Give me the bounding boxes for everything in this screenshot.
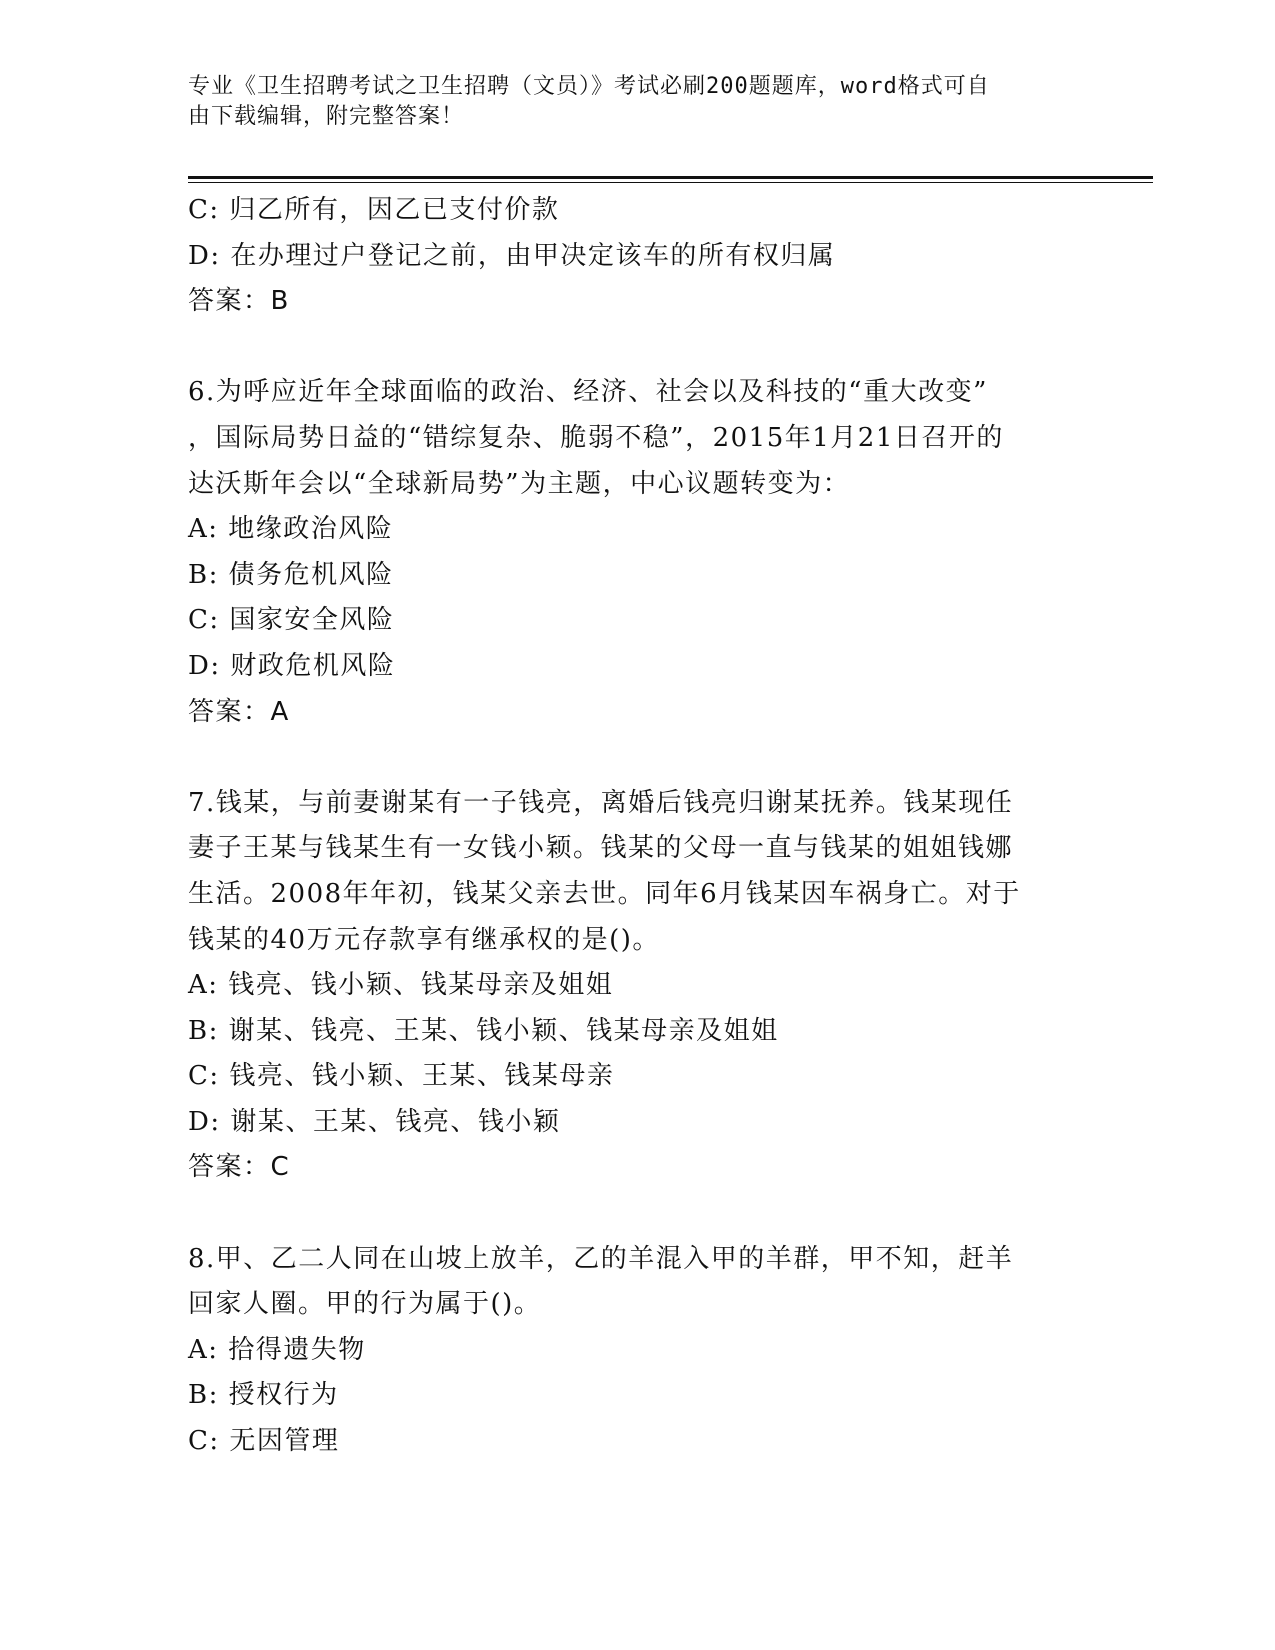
answer-line: 答案：B — [188, 286, 290, 317]
option-c: C: 无因管理 — [188, 1426, 340, 1457]
option-c: C: 钱亮、钱小颖、王某、钱某母亲 — [188, 1061, 615, 1092]
spacer — [188, 735, 1098, 781]
option-b: B: 授权行为 — [188, 1380, 339, 1411]
option-a: A: 地缘政治风险 — [188, 514, 394, 545]
question-block-7 — [188, 781, 1098, 1191]
question-list — [188, 188, 1098, 1465]
option-c: C: 归乙所有，因乙已支付价款 — [188, 195, 560, 225]
header-rule-thick — [188, 176, 1153, 179]
option-d: D: 在办理过户登记之前，由甲决定该车的所有权归属 — [188, 240, 836, 271]
spacer — [188, 1191, 1098, 1237]
question-text-line: 达沃斯年会以“全球新局势”为主题，中心议题转变为： — [188, 468, 851, 499]
option-c: C: 国家安全风险 — [188, 605, 395, 636]
spacer — [188, 325, 1098, 371]
question-text-line: 8.甲、乙二人同在山坡上放羊，乙的羊混入甲的羊群，甲不知，赶羊 — [188, 1243, 1014, 1274]
answer-line: 答案：C — [188, 1152, 291, 1183]
option-b: B: 债务危机风险 — [188, 559, 394, 590]
question-text-line: 7.钱某，与前妻谢某有一子钱亮，离婚后钱亮归谢某抚养。钱某现任 — [188, 787, 1014, 818]
option-a: A: 拾得遗失物 — [188, 1334, 366, 1365]
option-b: B: 谢某、钱亮、王某、钱小颖、钱某母亲及姐姐 — [188, 1015, 779, 1046]
answer-line: 答案：A — [188, 696, 290, 727]
header-rule-thin — [188, 182, 1153, 183]
option-d: D: 谢某、王某、钱亮、钱小颖 — [188, 1106, 561, 1137]
question-block-8 — [188, 1237, 1098, 1465]
option-a: A: 钱亮、钱小颖、钱某母亲及姐姐 — [188, 970, 614, 1001]
question-text-line: 钱某的40万元存款享有继承权的是()。 — [188, 924, 660, 955]
question-text-line: 6.为呼应近年全球面临的政治、经济、社会以及科技的“重大改变” — [188, 377, 988, 408]
header-line-2: 由下载编辑，附完整答案！ — [188, 104, 465, 129]
question-text-line: 妻子王某与钱某生有一女钱小颖。钱某的父母一直与钱某的姐姐钱娜 — [188, 833, 1014, 864]
question-text-line: 生活。2008年年初，钱某父亲去世。同年6月钱某因车祸身亡。对于 — [188, 878, 1021, 909]
question-text-line: 回家人圈。甲的行为属于()。 — [188, 1289, 542, 1320]
header-line-1: 专业《卫生招聘考试之卫生招聘（文员）》考试必刷200题题库，word格式可自 — [188, 74, 990, 99]
question-block-6 — [188, 370, 1098, 735]
option-d: D: 财政危机风险 — [188, 650, 396, 681]
question-text-line: ，国际局势日益的“错综复杂、脆弱不稳”，2015年1月21日召开的 — [188, 422, 1004, 453]
question-block-prev — [188, 188, 1098, 325]
document-header — [188, 72, 1088, 132]
